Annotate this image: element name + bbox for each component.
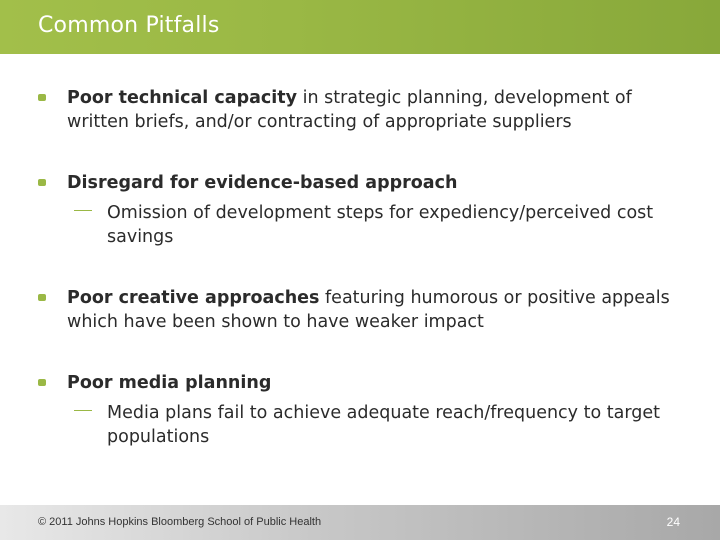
copyright-notice [38,516,321,528]
bullet-marker [38,294,46,301]
bullet-bold-text: Poor technical capacity [67,88,298,108]
bullet-bold-text: Poor creative approaches [67,288,320,308]
bullet-marker [38,94,46,101]
copyright-text: 2011 Johns Hopkins Bloomberg School of Public Health [49,516,322,528]
bullet-text [67,86,687,134]
footer-bar [0,505,720,540]
sub-bullet-dash [74,210,92,211]
bullet-marker [38,179,46,186]
bullet-text [67,286,687,334]
sub-bullet-text: Omission of development steps for expediency/perceived cost savings [107,203,654,247]
sub-bullet-text: Media plans fail to achieve adequate reach/frequency to target populations [107,403,660,447]
bullet-text [67,171,687,195]
page-number: 24 [666,515,680,529]
bullet-rest-text: in strategic planning, development of written briefs, and/or contracting of appropriate suppliers [67,88,632,132]
copyright-icon: © [38,516,47,528]
bullet-text [67,371,687,395]
sub-bullet-dash [74,410,92,411]
bullet-marker [38,379,46,386]
bullet-bold-text: Disregard for evidence-based approach [67,173,458,193]
bullet-bold-text: Poor media planning [67,373,272,393]
bullet-rest-text: featuring humorous or positive appeals which have been shown to have weaker impact [67,288,670,332]
slide-title: Common Pitfalls [38,13,220,38]
